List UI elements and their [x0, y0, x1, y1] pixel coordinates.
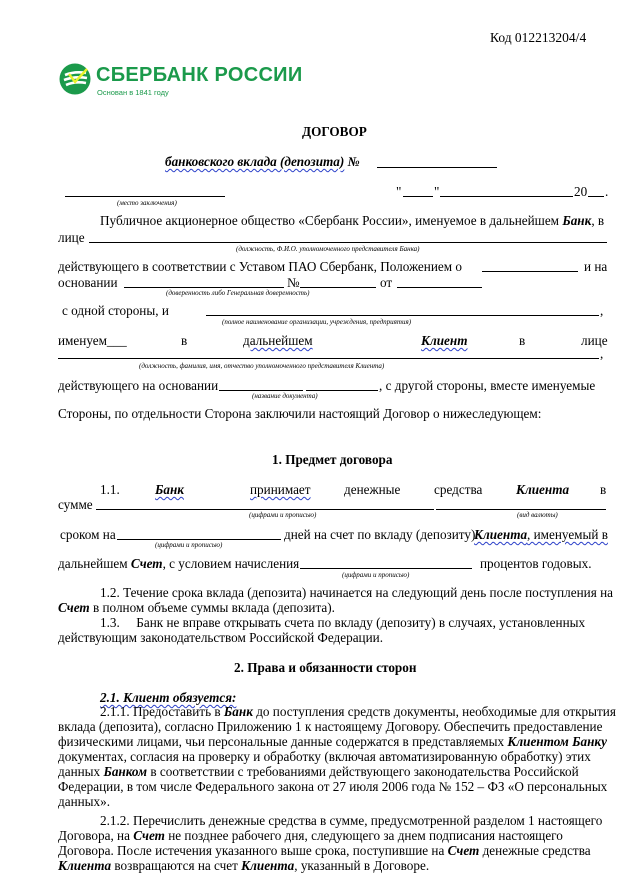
p211-line1 — [100, 704, 616, 720]
preamble-rep-comma: , — [600, 346, 604, 361]
term-field[interactable] — [117, 539, 281, 540]
date-day-field[interactable] — [403, 196, 433, 197]
p11-account: Счет — [130, 556, 163, 571]
p12-line1: 1.2. Течение срока вклада (депозита) начинается на следующий день после поступления на — [100, 585, 613, 600]
p11-num: 1.1. — [100, 482, 120, 497]
p11-sum: сумме — [58, 497, 93, 512]
p11-named: , именуемый в — [527, 527, 608, 542]
client-representative-field[interactable] — [58, 358, 599, 359]
section2-sub-text: 2.1. Клиент обязуется: — [100, 690, 237, 705]
section1-heading: 1. Предмет договора — [272, 452, 393, 467]
preamble-basis-ot: от — [380, 275, 393, 290]
p13-line2: действующим законодательством Российской Федерации. — [58, 630, 384, 645]
hint-org: (полное наименование организации, учреждения, предприятия) — [222, 318, 412, 326]
p211-l3-client: Клиентом Банку — [507, 734, 607, 749]
p211-line7: данных». — [58, 794, 111, 809]
p11-further: дальнейшем — [58, 556, 128, 571]
p212-line4 — [58, 858, 429, 874]
p211-l5-a: данных — [58, 764, 101, 779]
date-quote-open: " — [396, 184, 402, 199]
basis-field[interactable] — [124, 287, 284, 288]
logo-subtitle: Основан в 1841 году — [97, 88, 169, 97]
p211-l5-bank: Банком — [103, 764, 148, 779]
document-subtitle — [165, 154, 360, 170]
p212-l4-b: , указанный в Договоре. — [294, 858, 430, 873]
preamble-acting: действующего на основании — [58, 378, 219, 393]
preamble-line1-text: Публичное акционерное общество «Сбербанк России», именуемое в дальнейшем — [100, 213, 560, 228]
hint-fig2: (цифрами и прописью) — [155, 541, 223, 549]
p11-pct: процентов годовых. — [480, 556, 592, 571]
preamble-one-side: с одной стороны, и — [62, 303, 169, 318]
p11-cond: , с условием начисления — [162, 556, 300, 571]
deposit-amount-field[interactable] — [96, 509, 434, 510]
preamble-line3-right: и на — [584, 259, 608, 274]
p212-l3-a: Договора. После истечения указанного выше срока, поступившие на — [58, 843, 445, 858]
p211-l5-b: в соответствии с требованиями действующего законодательства Российской — [150, 764, 579, 779]
basis-number-field[interactable] — [300, 287, 376, 288]
hint-client-rep: (должность, фамилия, имя, отчество уполномоченного представителя Клиента) — [139, 362, 385, 370]
p211-line5 — [58, 764, 579, 780]
acting-doc-field-2[interactable] — [306, 390, 378, 391]
p211-line2: вклада (депозита), согласно Приложению 1 к настоящему Договору. Обеспечить предоставление — [58, 719, 603, 734]
preamble-face-label: лице — [58, 230, 85, 245]
date-year-field[interactable] — [588, 196, 604, 197]
client-org-field[interactable] — [206, 315, 599, 316]
p211-l1-b: до поступления средств документы, необходимые для открытия — [256, 704, 616, 719]
p212-l2-a: Договора, на — [58, 828, 130, 843]
preamble-client: Клиент — [421, 333, 468, 348]
hint-doc: (название документа) — [252, 392, 318, 400]
p11-accepts: принимает — [250, 482, 311, 497]
date-quote-close: " — [434, 184, 440, 199]
p212-l4-client2: Клиента — [241, 858, 295, 873]
p212-line2 — [58, 828, 563, 844]
p212-line3 — [58, 843, 591, 859]
p211-line4: документах, согласия на проверку и обработку (включая автоматизированную обработку) этих — [58, 749, 591, 764]
preamble-comma: , в — [591, 213, 605, 228]
date-dot: . — [605, 184, 609, 199]
sberbank-logo — [58, 62, 303, 102]
place-field[interactable] — [65, 196, 225, 197]
p11-line3 — [58, 556, 299, 572]
preamble-basis-no: № — [287, 275, 300, 290]
logo-wordmark: СБЕРБАНК РОССИИ — [96, 64, 303, 86]
section2-heading: 2. Права и обязанности сторон — [234, 660, 417, 675]
preamble-basis-label: основании — [58, 275, 118, 290]
date-month-field[interactable] — [440, 196, 573, 197]
p211-line3 — [58, 734, 607, 750]
p212-line1: 2.1.2. Перечислить денежные средства в сумме, предусмотренной разделом 1 настоящего — [100, 813, 603, 828]
p11-days: дней на счет по вкладу (депозиту) — [284, 527, 476, 542]
p212-l3-account: Счет — [447, 843, 480, 858]
p212-l3-b: денежные средства — [482, 843, 591, 858]
preamble-v1: в — [181, 333, 188, 348]
interest-field[interactable] — [300, 568, 472, 569]
p211-l3-a: физическими лицами, чьи персональные данные содержатся в представляемых — [58, 734, 505, 749]
subtitle-number-sign: № — [347, 154, 360, 169]
hint-fig: (цифрами и прописью) — [249, 511, 317, 519]
p11-client: Клиента — [516, 482, 570, 497]
p12-account: Счет — [58, 600, 90, 615]
p11-money: денежные — [344, 482, 401, 497]
p13-line1: 1.3. Банк не вправе открывать счета по вкладу (депозиту) в случаях, установленных — [100, 615, 586, 630]
contract-number-field[interactable] — [377, 167, 497, 168]
hint-proxy: (доверенность либо Генеральная доверенность) — [166, 289, 310, 297]
preamble-one-side-comma: , — [600, 303, 604, 318]
p212-l4-a: возвращаются на счет — [114, 858, 238, 873]
p11-v: в — [600, 482, 607, 497]
preamble-bank: Банк — [562, 213, 592, 228]
p11-funds: средства — [434, 482, 483, 497]
regulation-field[interactable] — [482, 271, 578, 272]
p212-l4-client: Клиента — [58, 858, 112, 873]
bank-representative-field[interactable] — [89, 242, 607, 243]
p212-l2-account: Счет — [133, 828, 165, 843]
currency-field[interactable] — [436, 509, 606, 510]
p212-l2-b: не позднее рабочего дня, следующего за днем подписания настоящего — [168, 828, 563, 843]
preamble-face2: лице — [581, 333, 608, 348]
preamble-parties: Стороны, по отдельности Сторона заключили настоящий Договор о нижеследующем: — [58, 406, 542, 421]
acting-doc-field[interactable] — [219, 390, 303, 391]
p211-l1-bank: Банк — [223, 704, 253, 719]
place-hint: (место заключения) — [117, 199, 177, 207]
preamble-v2: в — [519, 333, 526, 348]
basis-date-field[interactable] — [397, 287, 482, 288]
preamble-further: дальнейшем — [243, 333, 313, 348]
p12-line2-text: в полном объеме суммы вклада (депозита). — [92, 600, 335, 615]
hint-cur: (вид валюты) — [517, 511, 558, 519]
preamble-other-side — [379, 378, 595, 394]
p211-line6: Федерации, в том числе Федерального закона от 27 июля 2006 года № 152 – ФЗ «О персональных — [58, 779, 608, 794]
p11-bank: Банк — [155, 482, 184, 497]
preamble-named: именуем___ — [58, 333, 127, 348]
document-code: Код 012213204/4 — [490, 30, 587, 45]
preamble-line3: действующего в соответствии с Уставом ПАО Сбербанк, Положением о — [58, 259, 462, 274]
preamble-line1 — [100, 213, 604, 229]
p12-line2 — [58, 600, 335, 616]
date-year-prefix: 20 — [574, 184, 588, 199]
subtitle-text: банковского вклада (депозита) — [165, 154, 345, 169]
p11-client2: Клиента — [474, 527, 528, 542]
sberbank-logo-icon — [58, 62, 92, 96]
document-title: ДОГОВОР — [302, 124, 367, 139]
p211-l1-a: 2.1.1. Предоставить в — [100, 704, 221, 719]
hint-fig3: (цифрами и прописью) — [342, 571, 410, 579]
hint-position: (должность, Ф.И.О. уполномоченного представителя Банка) — [236, 245, 420, 253]
preamble-other-side-text: , с другой стороны, вместе именуемые — [379, 378, 596, 393]
p11-term: сроком на — [60, 527, 116, 542]
